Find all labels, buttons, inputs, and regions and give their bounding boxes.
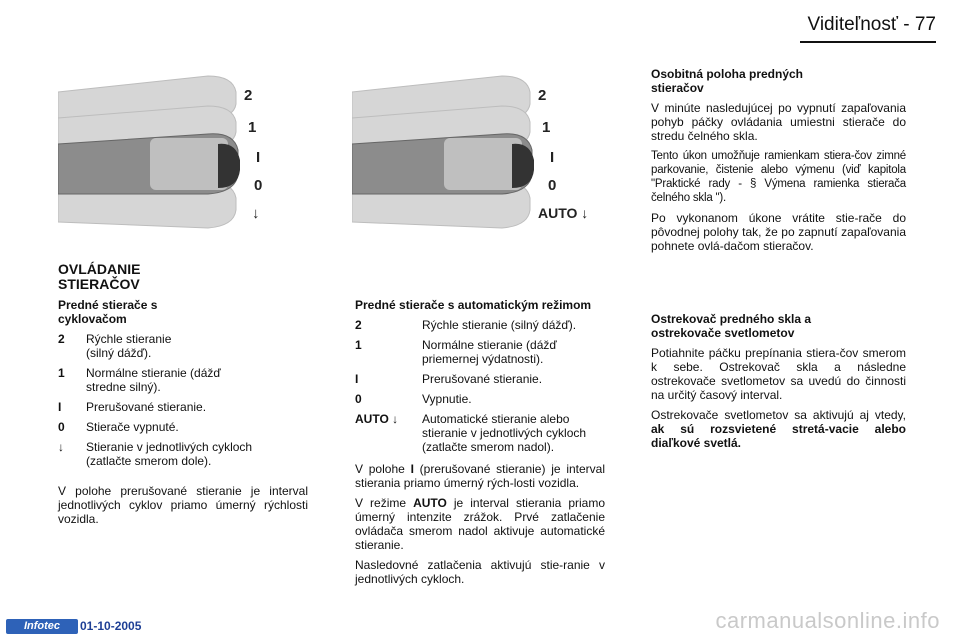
wiper-stalk-figure-left xyxy=(58,70,302,242)
list-item: 0 Stierače vypnuté. xyxy=(58,420,179,434)
stalk-ring xyxy=(150,138,228,190)
fig1-label-I: I xyxy=(256,149,261,166)
right-paragraph-2: Tento úkon umožňuje ramienkam stiera-čov zimné parkovanie, čistenie alebo výmenu (viď kapitola "Praktické rady - § Výmena ramienka stierača čelného skla "). xyxy=(651,150,906,204)
right-subtitle-2: Ostrekovač predného skla a ostrekovače svetlometov xyxy=(651,312,812,340)
right-paragraph-1: V minúte nasledujúcej po vypnutí zapaľovania pohyb páčky ovládania umiestni stierače do stredu čelného skla. xyxy=(651,101,906,143)
page-header: Viditeľnosť - 77 xyxy=(807,14,936,35)
right-subtitle-1: Osobitná poloha predných stieračov xyxy=(651,67,804,95)
stalk-ring xyxy=(444,138,522,190)
fig2-label-auto: AUTO ↓ xyxy=(538,205,589,221)
list-item: AUTO ↓ Automatické stieranie alebo stieranie v jednotlivých cykloch (zatlačte smerom nadol). xyxy=(355,412,587,454)
middle-paragraph-1: V polohe I (prerušované stieranie) je interval stierania priamo úmerný rých-losti vozidla. xyxy=(355,462,606,490)
footer-date: 01-10-2005 xyxy=(80,619,142,633)
list-item: 2 Rýchle stieranie (silný dážď). xyxy=(355,318,577,332)
header-rule xyxy=(800,41,936,43)
list-item: 1 Normálne stieranie (dážď stredne silný). xyxy=(58,366,221,394)
left-subtitle: Predné stierače s cyklovačom xyxy=(58,298,158,326)
list-item: I Prerušované stieranie. xyxy=(58,400,207,414)
wiper-stalk-figure-auto xyxy=(352,70,608,242)
left-column xyxy=(58,298,308,526)
list-item: 0 Vypnutie. xyxy=(355,392,472,406)
fig2-label-0: 0 xyxy=(548,177,557,194)
middle-subtitle: Predné stierače s automatickým režimom xyxy=(355,298,592,312)
fig1-label-1: 1 xyxy=(248,119,257,136)
right-column-bottom xyxy=(651,312,906,450)
middle-paragraph-2: V režime AUTO je interval stierania priamo úmerný intenzite zrážok. Prvé zatlačenie ovládača smerom nadol aktivuje automatické stieranie. xyxy=(355,496,605,552)
fig2-label-2: 2 xyxy=(538,87,547,104)
right-column-top xyxy=(651,67,906,253)
middle-column xyxy=(355,298,605,586)
fig1-label-down: ↓ xyxy=(252,205,260,222)
fig2-label-I: I xyxy=(550,149,555,166)
right-paragraph-5: Ostrekovače svetlometov sa aktivujú aj vtedy, ak sú rozsvietené stretá-vacie alebo diaľkové svetlá. xyxy=(651,408,906,450)
middle-paragraph-3: Nasledovné zatlačenia aktivujú stie-ranie v jednotlivých cykloch. xyxy=(355,558,605,586)
infotec-logo: Infotec xyxy=(6,619,78,634)
watermark: carmanualsonline.info xyxy=(715,608,940,633)
fig1-label-2: 2 xyxy=(244,87,253,104)
fig2-label-1: 1 xyxy=(542,119,551,136)
right-paragraph-3: Po vykonanom úkone vrátite stie-rače do pôvodnej polohy tak, že po zapnutí zapaľovania pohnete ovlá-dačom stieračov. xyxy=(651,211,906,253)
right-paragraph-4: Potiahnite páčku prepínania stiera-čov smerom k sebe. Ostrekovač skla a následne ostrekovače svetlometov sa uvedú do činnosti na určitý časový interval. xyxy=(651,346,906,402)
list-item: 1 Normálne stieranie (dážď priemernej výdatnosti). xyxy=(355,338,557,366)
list-item: I Prerušované stieranie. xyxy=(355,372,543,386)
list-item: ↓ Stieranie v jednotlivých cykloch (zatlačte smerom dole). xyxy=(58,440,253,468)
list-item: 2 Rýchle stieranie (silný dážď). xyxy=(58,332,172,360)
left-paragraph: V polohe prerušované stieranie je interval jednotlivých cyklov priamo úmerný rýchlosti vozidla. xyxy=(58,484,308,526)
section-title: OVLÁDANIE STIERAČOV xyxy=(58,261,141,292)
fig1-label-0: 0 xyxy=(254,177,263,194)
